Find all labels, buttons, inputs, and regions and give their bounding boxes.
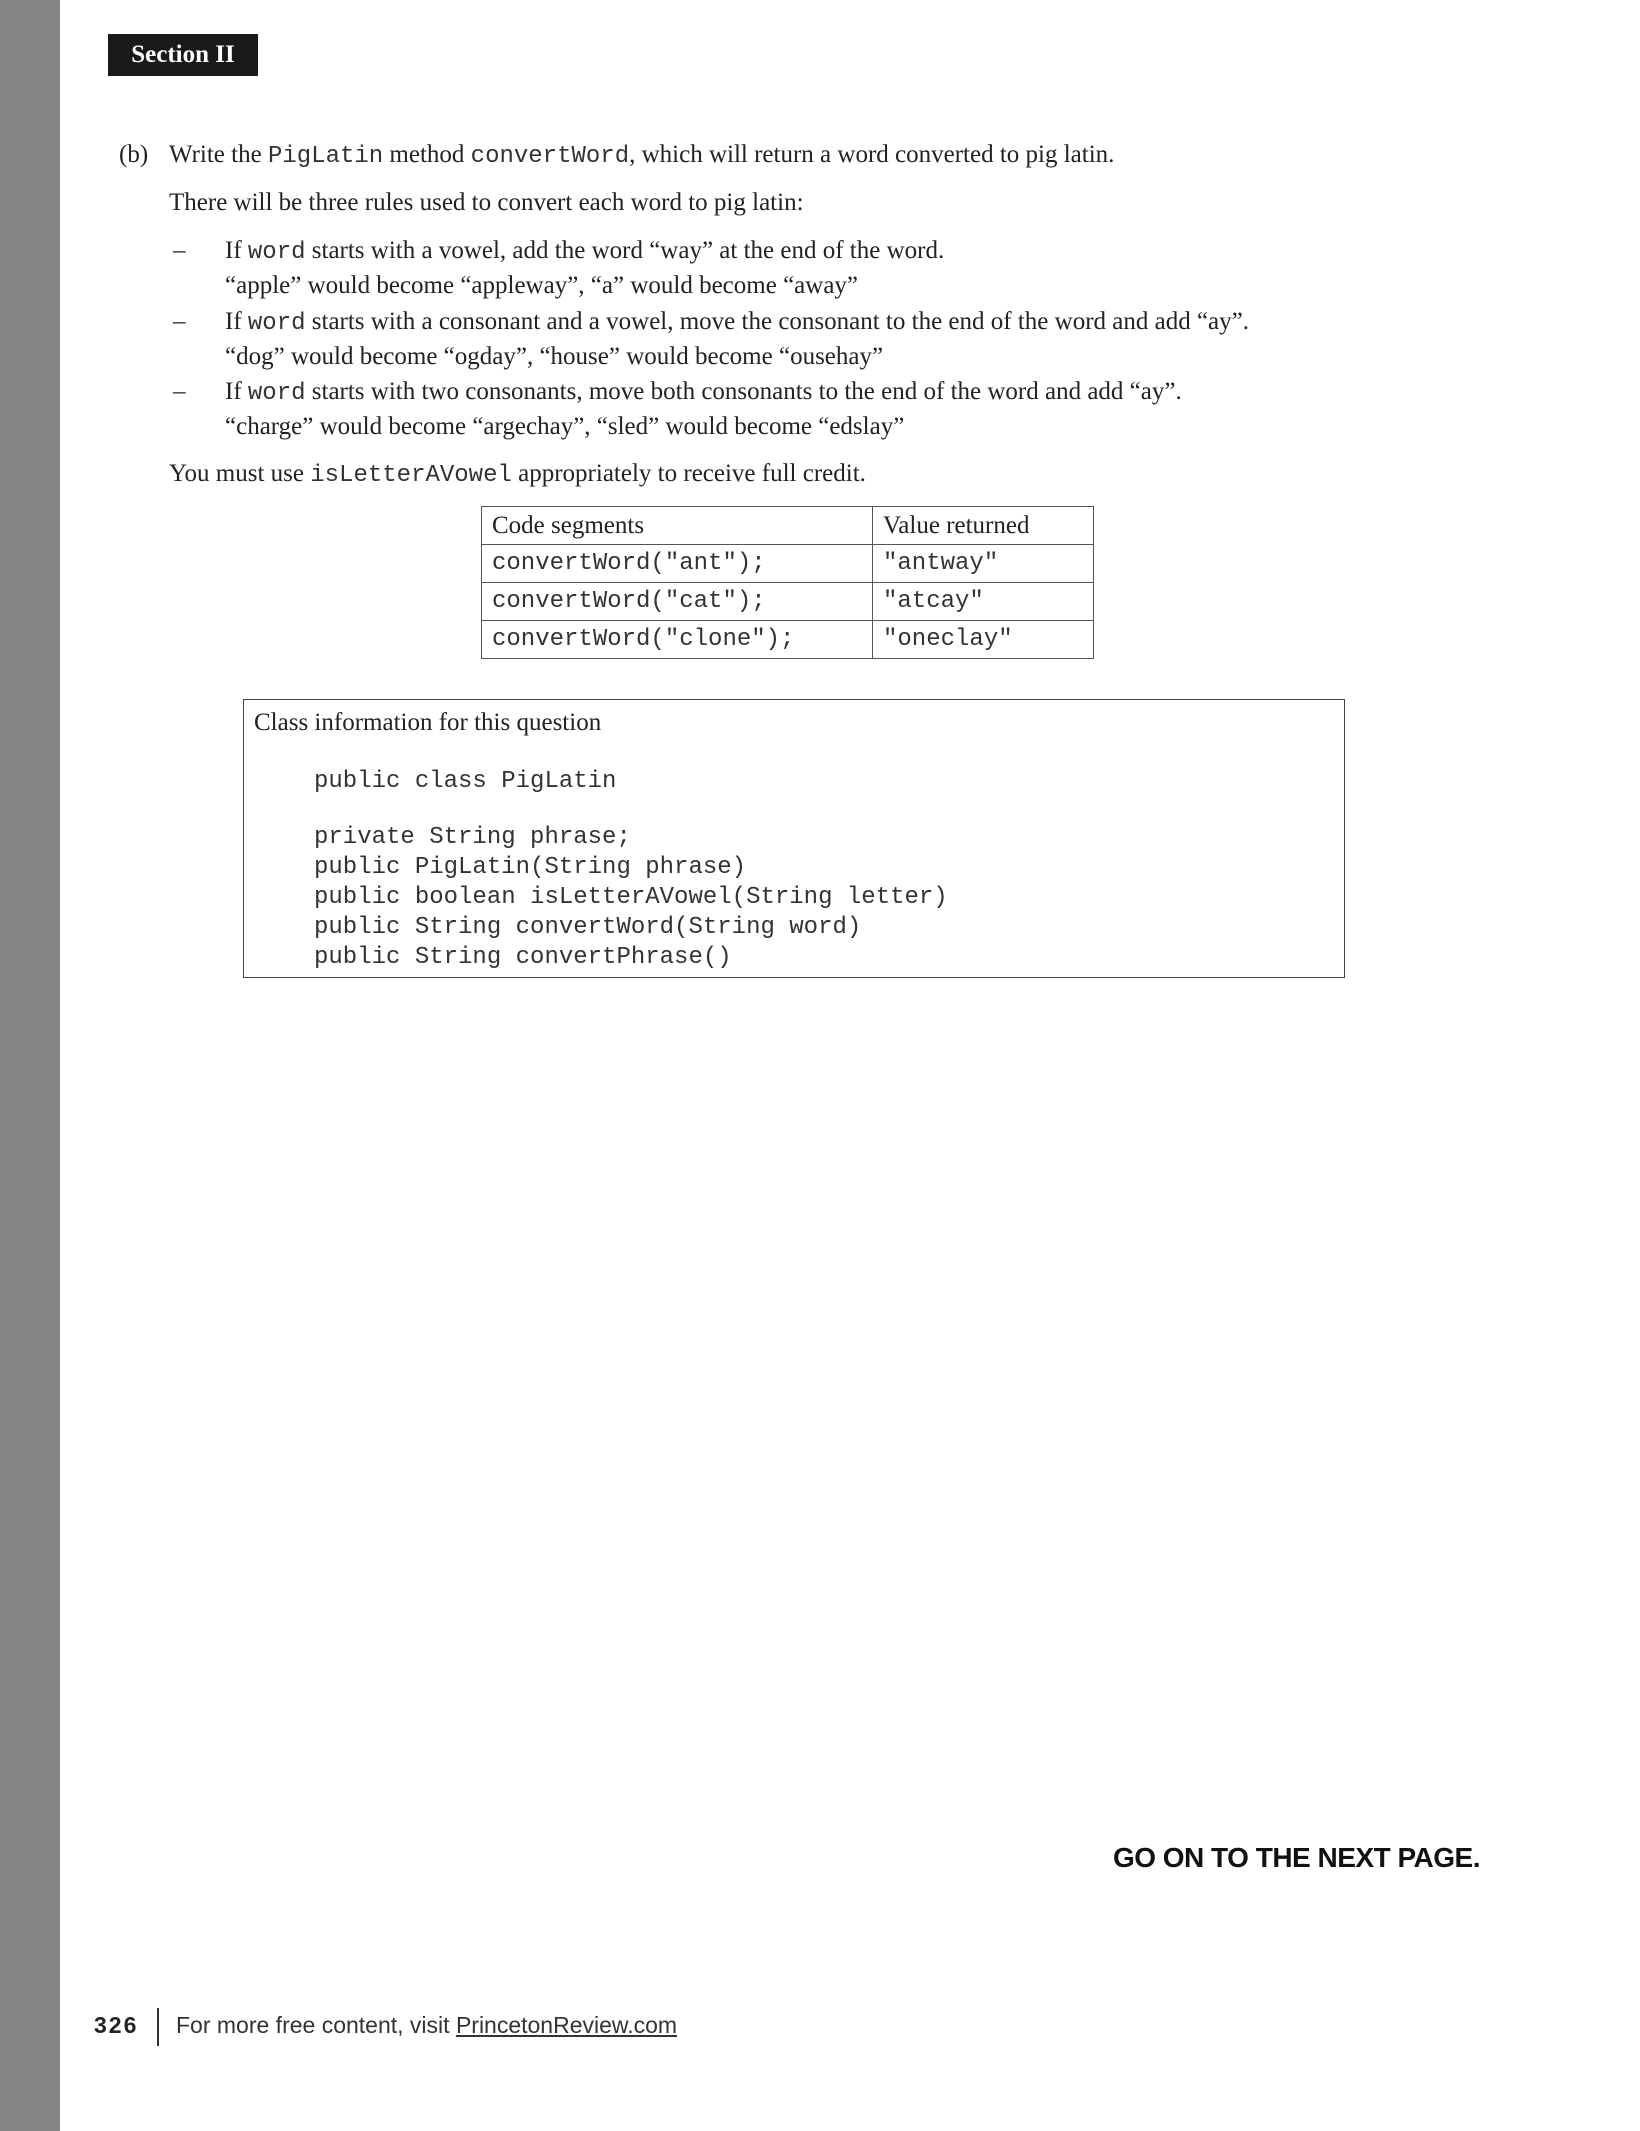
credit-text: appropriately to receive full credit. [511, 460, 866, 487]
class-info-box [243, 699, 1345, 978]
credit-code: isLetterAVowel [310, 462, 512, 489]
intro-text: , which will return a word converted to pig latin. [629, 141, 1115, 168]
rules-intro: There will be three rules used to convert each word to pig latin: [169, 189, 804, 216]
value-cell: "oneclay" [873, 621, 1094, 659]
rule-example: “dog” would become “ogday”, “house” would become “ousehay” [225, 343, 884, 370]
code-line: private String phrase; [314, 824, 631, 851]
rule-example: “apple” would become “appleway”, “a” would become “away” [225, 272, 859, 299]
code-cell: convertWord("clone"); [482, 621, 873, 659]
rule-post: starts with a vowel, add the word “way” at the end of the word. [305, 237, 945, 264]
intro-text: method [383, 141, 471, 168]
footer-label: For more free content, visit [176, 2012, 456, 2038]
header-value-returned: Value returned [873, 507, 1094, 545]
rule-bullet: – [173, 308, 186, 335]
rule-text [225, 304, 1249, 341]
table-row [482, 583, 1094, 621]
rule-text [225, 374, 1182, 411]
rule-code: word [247, 380, 306, 407]
value-cell: "atcay" [873, 583, 1094, 621]
credit-note [169, 456, 866, 493]
credit-text: You must use [169, 460, 311, 487]
footer-divider [157, 2008, 159, 2046]
rule-text [225, 233, 944, 270]
table-header-row [482, 507, 1094, 545]
rule-code: word [247, 310, 306, 337]
code-line: public boolean isLetterAVowel(String letter) [314, 884, 948, 911]
rule-pre: If [225, 237, 248, 264]
page-gutter [0, 0, 60, 2131]
next-page-notice: GO ON TO THE NEXT PAGE. [1112, 1842, 1480, 1873]
part-intro [169, 137, 1114, 174]
intro-text: Write the [169, 141, 268, 168]
code-line: public class PigLatin [314, 768, 617, 795]
header-code-segments: Code segments [482, 507, 873, 545]
rule-code: word [247, 239, 306, 266]
class-info-title: Class information for this question [254, 709, 602, 736]
examples-table [481, 506, 1094, 659]
rule-bullet: – [173, 378, 186, 405]
footer-text [176, 2012, 677, 2039]
table-row [482, 621, 1094, 659]
value-cell: "antway" [873, 545, 1094, 583]
part-label: (b) [119, 141, 149, 168]
section-label: Section II [108, 34, 258, 76]
page-number: 326 [94, 2012, 139, 2038]
rule-bullet: – [173, 237, 186, 264]
rule-pre: If [225, 308, 248, 335]
method-name-code: convertWord [470, 143, 630, 170]
code-line: public String convertPhrase() [314, 944, 732, 971]
rule-example: “charge” would become “argechay”, “sled” would become “edslay” [225, 413, 905, 440]
rule-post: starts with a consonant and a vowel, move the consonant to the end of the word and add “ay”. [305, 308, 1249, 335]
princeton-review-link[interactable]: PrincetonReview.com [455, 2012, 678, 2038]
code-line: public String convertWord(String word) [314, 914, 862, 941]
code-cell: convertWord("cat"); [482, 583, 873, 621]
rule-post: starts with two consonants, move both consonants to the end of the word and add “ay”. [305, 378, 1182, 405]
code-cell: convertWord("ant"); [482, 545, 873, 583]
class-name-code: PigLatin [267, 143, 384, 170]
table-row [482, 545, 1094, 583]
code-line: public PigLatin(String phrase) [314, 854, 747, 881]
rule-pre: If [225, 378, 248, 405]
